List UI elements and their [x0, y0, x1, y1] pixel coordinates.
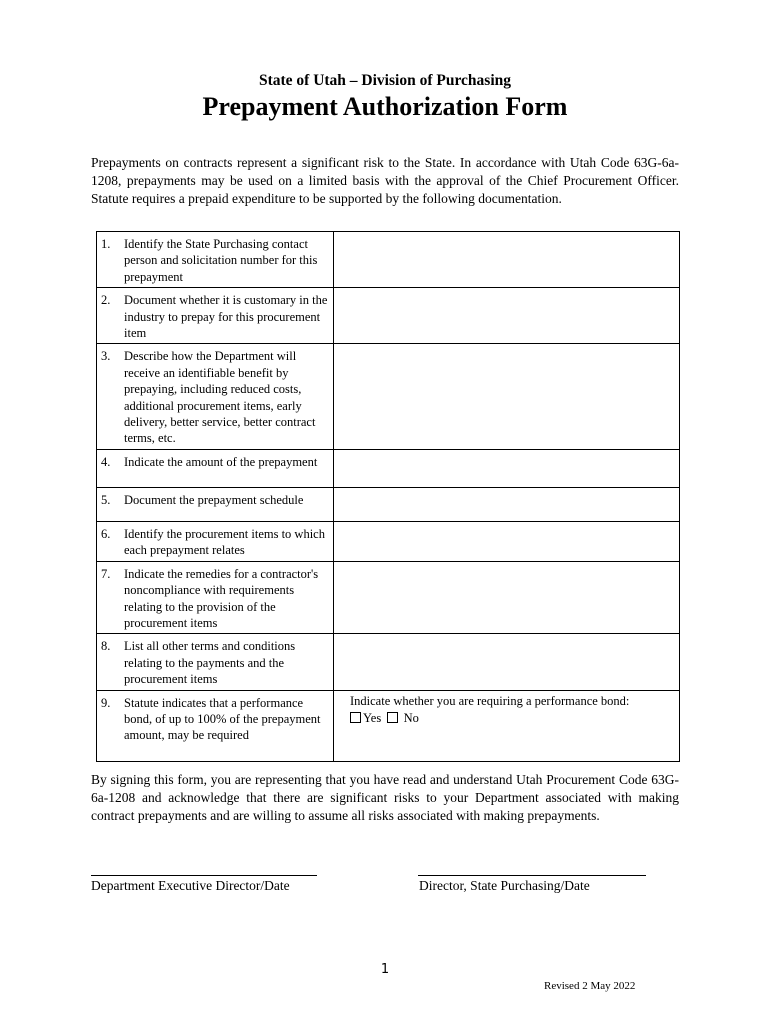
response-field-4[interactable] — [334, 449, 680, 487]
item-number: 7. — [101, 566, 111, 581]
item-number: 2. — [101, 293, 111, 308]
table-row — [97, 487, 680, 521]
item-number: 8. — [101, 639, 111, 654]
response-field-8[interactable] — [334, 634, 680, 690]
right-signature-line[interactable] — [418, 875, 646, 876]
table-row — [97, 521, 680, 561]
item-text: Identify the State Purchasing contact person and solicitation number for this prepayment — [124, 237, 318, 284]
response-field-1[interactable] — [334, 232, 680, 288]
requirement-cell — [97, 344, 334, 449]
table-row — [97, 288, 680, 344]
response-field-7[interactable] — [334, 561, 680, 634]
item-number: 5. — [101, 492, 111, 507]
response-field-6[interactable] — [334, 521, 680, 561]
item-text: Document whether it is customary in the industry to prepay for this procurement item — [124, 293, 328, 341]
item-text: Statute indicates that a performance bond, of up to 100% of the prepayment amount, may be required — [124, 695, 321, 743]
response-field-2[interactable] — [334, 288, 680, 344]
bond-question: Indicate whether you are requiring a performance bond: — [350, 693, 630, 708]
bond-options — [338, 709, 675, 727]
item-text: List all other terms and conditions relating to the payments and the procurement items — [124, 639, 296, 687]
intro-paragraph: Prepayments on contracts represent a significant risk to the State. In accordance with Utah Code 63G-6a-1208, prepayments may be used on a limited basis with the approval of the Chief Procurement Officer. Statute requires a prepaid expenditure to be supported by the following documentation. — [91, 155, 679, 206]
table-row — [97, 634, 680, 690]
form-subtitle: State of Utah – Division of Purchasing — [258, 72, 512, 89]
yes-label: Yes — [363, 710, 382, 725]
table-row — [97, 344, 680, 449]
requirement-cell — [97, 487, 334, 521]
item-text: Indicate the remedies for a contractor's noncompliance with requirements relating to the provision of the procurement items — [124, 566, 319, 630]
right-signature-label: Director, State Purchasing/Date — [419, 878, 590, 893]
left-signature-label: Department Executive Director/Date — [91, 878, 290, 893]
item-number: 1. — [101, 237, 111, 251]
form-title: Prepayment Authorization Form — [202, 92, 568, 121]
yes-checkbox[interactable] — [350, 712, 361, 723]
item-text: Document the prepayment schedule — [124, 492, 304, 507]
table-row — [97, 690, 680, 761]
requirement-cell — [97, 288, 334, 344]
item-text: Identify the procurement items to which each prepayment relates — [124, 526, 325, 558]
requirement-cell — [97, 521, 334, 561]
no-checkbox[interactable] — [387, 712, 398, 723]
item-text: Indicate the amount of the prepayment — [124, 454, 318, 469]
item-text: Describe how the Department will receive an identifiable benefit by prepaying, including reduced costs, additional procurement items, early delivery, better service, better contract terms, etc. — [124, 349, 316, 446]
requirement-cell — [97, 561, 334, 634]
requirement-cell — [97, 690, 334, 761]
response-field-3[interactable] — [334, 344, 680, 449]
item-number: 9. — [101, 695, 111, 710]
table-row — [97, 232, 680, 288]
response-field-5[interactable] — [334, 487, 680, 521]
table-row — [97, 561, 680, 634]
requirement-cell — [97, 449, 334, 487]
no-label: No — [403, 710, 419, 725]
requirement-cell — [97, 232, 334, 288]
requirements-table — [96, 231, 680, 762]
item-number: 3. — [101, 349, 111, 364]
bond-cell — [334, 690, 680, 761]
item-number: 6. — [101, 526, 111, 541]
page-number: 1 — [380, 962, 390, 977]
requirement-cell — [97, 634, 334, 690]
revision-date: Revised 2 May 2022 — [544, 980, 636, 992]
closing-paragraph: By signing this form, you are representing that you have read and understand Utah Procurement Code 63G-6a-1208 and acknowledge that there are significant risks to your Department associated with making contract prepayments and are willing to assume all risks associated with making prepayments. — [91, 772, 679, 823]
left-signature-line[interactable] — [91, 875, 317, 876]
table-row — [97, 449, 680, 487]
item-number: 4. — [101, 454, 111, 469]
